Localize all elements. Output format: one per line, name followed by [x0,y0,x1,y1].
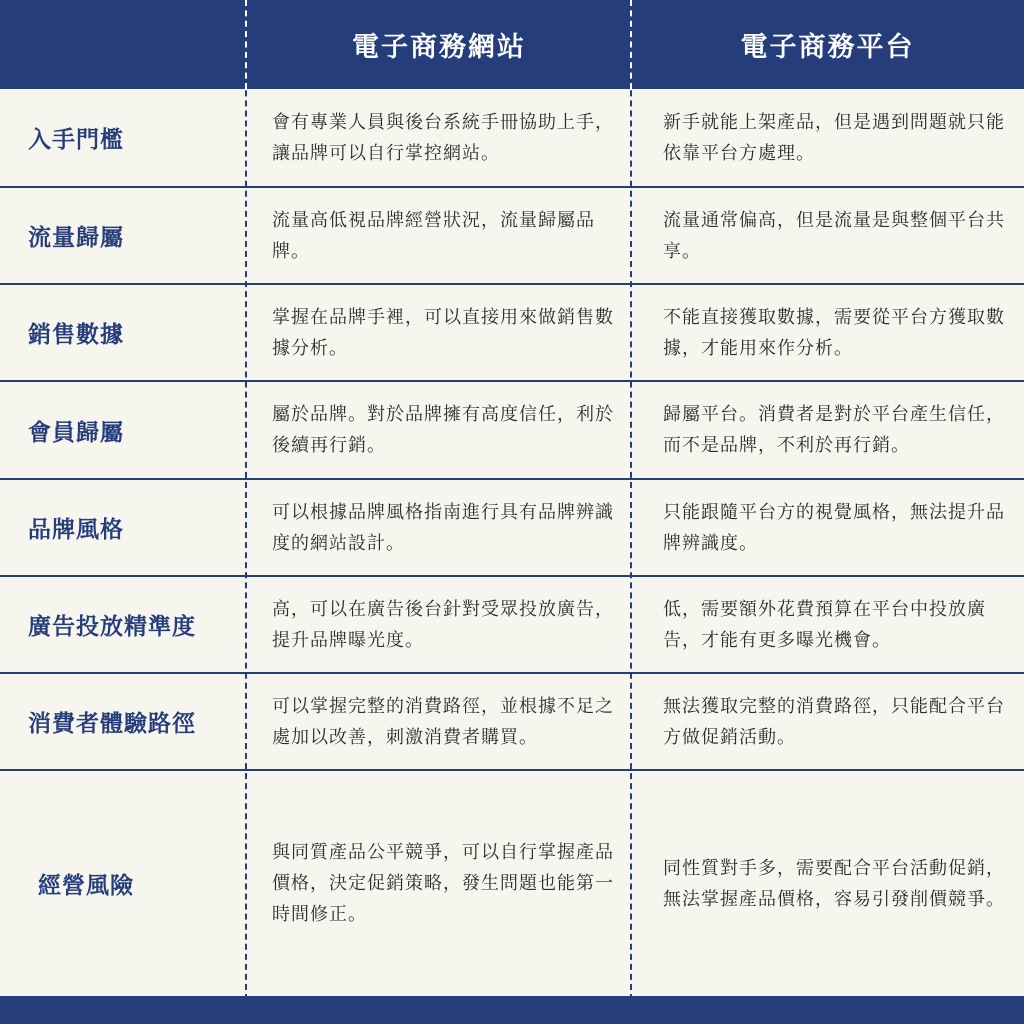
platform-cell: 歸屬平台。消費者是對於平台產生信任，而不是品牌，不利於再行銷。 [663,404,1005,456]
table-row [0,188,1024,285]
header-ecommerce-website: 電子商務網站 [352,32,526,63]
row-label: 流量歸屬 [28,225,124,251]
table-row [0,674,1024,771]
website-cell: 流量高低視品牌經營狀況，流量歸屬品牌。 [272,209,595,262]
platform-cell: 新手就能上架產品，但是遇到問題就只能依靠平台方處理。 [663,111,1005,164]
table-row [0,89,1024,188]
platform-cell: 低，需要額外花費預算在平台中投放廣告，才能有更多曝光機會。 [663,598,986,651]
header-ecommerce-platform: 電子商務平台 [740,32,915,63]
platform-cell: 同性質對手多，需要配合平台活動促銷，無法掌握產品價格，容易引發削價競爭。 [663,857,1005,910]
table-row [0,771,1024,996]
table-row [0,285,1024,382]
website-cell: 可以根據品牌風格指南進行具有品牌辨識度的網站設計。 [272,501,614,554]
header-divider [245,0,247,89]
website-cell: 高，可以在廣告後台針對受眾投放廣告，提升品牌曝光度。 [272,598,614,651]
table-row [0,577,1024,674]
platform-cell: 無法獲取完整的消費路徑，只能配合平台方做促銷活動。 [663,695,1005,748]
row-label: 會員歸屬 [28,419,124,446]
row-label: 廣告投放精準度 [28,614,196,640]
website-cell: 掌握在品牌手裡，可以直接用來做銷售數據分析。 [272,306,614,359]
table-footer-bar [0,996,1024,1024]
platform-cell: 流量通常偏高，但是流量是與整個平台共享。 [663,209,1005,262]
row-label: 經營風險 [38,873,134,899]
row-label: 入手門檻 [28,127,124,153]
row-label: 消費者體驗路徑 [28,711,196,737]
platform-cell: 不能直接獲取數據，需要從平台方獲取數據，才能用來作分析。 [663,306,1005,359]
table-header [0,0,1024,89]
header-divider [630,0,632,89]
row-label: 品牌風格 [28,517,124,543]
website-cell: 可以掌握完整的消費路徑，並根據不足之處加以改善，刺激消費者購買。 [272,695,614,748]
column-divider [245,0,247,1000]
website-cell: 屬於品牌。對於品牌擁有高度信任，利於後續再行銷。 [272,404,614,456]
table-row [0,382,1024,480]
platform-cell: 只能跟隨平台方的視覺風格，無法提升品牌辨識度。 [663,501,1005,554]
table-row [0,480,1024,577]
column-divider [630,0,632,1000]
row-label: 銷售數據 [28,322,124,348]
website-cell: 會有專業人員與後台系統手冊協助上手，讓品牌可以自行掌控網站。 [272,111,614,164]
website-cell: 與同質產品公平競爭，可以自行掌握產品價格，決定促銷策略，發生問題也能第一時間修正。 [272,842,614,925]
